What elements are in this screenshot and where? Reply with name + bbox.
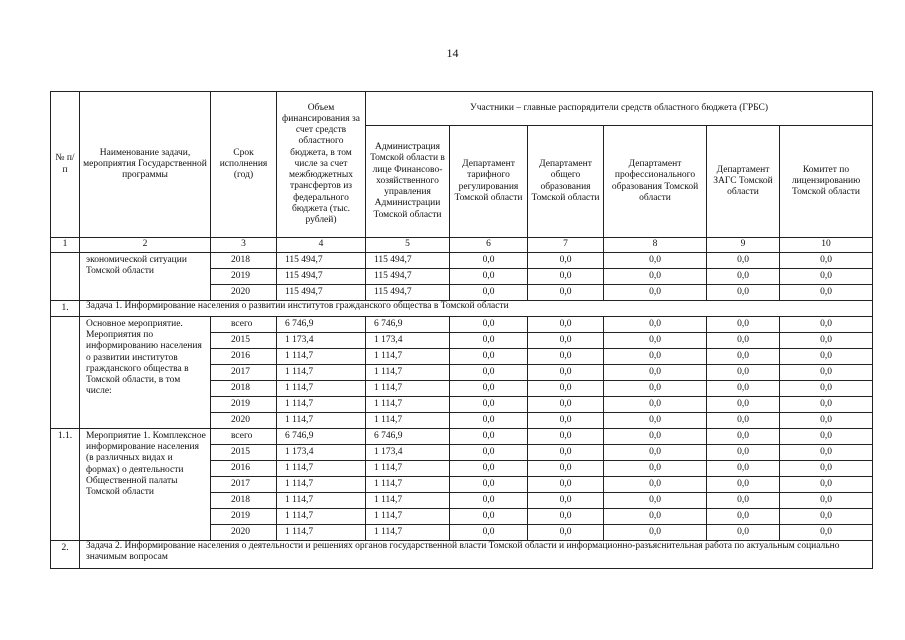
participant-admin-cell: 1 114,7	[366, 397, 450, 413]
participant-admin-cell: 1 114,7	[366, 509, 450, 525]
participant-admin-cell: 1 114,7	[366, 461, 450, 477]
volume-cell: 1 114,7	[277, 493, 366, 509]
participant-cell: 0,0	[707, 429, 780, 445]
participant-cell: 0,0	[780, 365, 873, 381]
participant-admin-cell: 1 114,7	[366, 349, 450, 365]
column-number: 1	[51, 238, 80, 253]
participant-cell: 0,0	[450, 493, 528, 509]
financing-table	[50, 91, 873, 569]
column-number: 4	[277, 238, 366, 253]
participant-cell: 0,0	[604, 413, 707, 429]
participant-cell: 0,0	[707, 349, 780, 365]
participant-cell: 0,0	[604, 493, 707, 509]
term-cell: 2020	[211, 413, 277, 429]
term-cell: 2017	[211, 365, 277, 381]
participant-admin-cell: 6 746,9	[366, 429, 450, 445]
participant-admin-cell: 1 114,7	[366, 381, 450, 397]
participant-cell: 0,0	[707, 333, 780, 349]
participant-cell: 0,0	[707, 381, 780, 397]
term-cell: 2018	[211, 253, 277, 269]
volume-cell: 1 114,7	[277, 349, 366, 365]
volume-cell: 115 494,7	[277, 285, 366, 301]
task-1-row	[51, 301, 873, 317]
participant-cell: 0,0	[780, 477, 873, 493]
participant-cell: 0,0	[528, 365, 604, 381]
table-row	[51, 253, 873, 269]
participant-cell: 0,0	[528, 397, 604, 413]
participant-cell: 0,0	[450, 477, 528, 493]
page-number: 14	[446, 46, 459, 60]
header-volume: Объем финансирования за счет средств областного бюджета, в том числе за счет межбюджетных трансфертов из федерального бюджета (тыс. рублей)	[277, 92, 366, 238]
participant-admin-cell: 1 173,4	[366, 333, 450, 349]
participant-cell: 0,0	[707, 525, 780, 541]
participant-admin-cell: 1 114,7	[366, 493, 450, 509]
main-event-description: Основное мероприятие. Мероприятия по информированию населения о развитии институтов гражданского общества в Томской области, в том числе:	[80, 317, 211, 429]
participant-admin-cell: 115 494,7	[366, 269, 450, 285]
participant-cell: 0,0	[528, 445, 604, 461]
event-1-1-number: 1.1.	[51, 429, 80, 541]
participant-cell: 0,0	[450, 509, 528, 525]
participant-cell: 0,0	[528, 461, 604, 477]
column-number: 3	[211, 238, 277, 253]
participant-cell: 0,0	[604, 285, 707, 301]
task-2-text: Задача 2. Информирование населения о деятельности и решениях органов государственной власти Томской области и информационно-разъяснительная работа по актуальным социально значимым вопросам	[80, 541, 873, 569]
participant-cell: 0,0	[707, 477, 780, 493]
participant-cell: 0,0	[780, 381, 873, 397]
participant-cell: 0,0	[604, 365, 707, 381]
participant-cell: 0,0	[780, 349, 873, 365]
participant-cell: 0,0	[450, 381, 528, 397]
term-cell: 2019	[211, 397, 277, 413]
participant-cell: 0,0	[604, 445, 707, 461]
participant-cell: 0,0	[780, 429, 873, 445]
task-1-number: 1.	[51, 301, 80, 317]
task-2-row	[51, 541, 873, 569]
continuation-description: экономической ситуации Томской области	[80, 253, 211, 301]
participant-cell: 0,0	[707, 493, 780, 509]
volume-cell: 1 114,7	[277, 461, 366, 477]
volume-cell: 6 746,9	[277, 317, 366, 333]
participant-cell: 0,0	[528, 429, 604, 445]
term-cell: всего	[211, 429, 277, 445]
participant-cell: 0,0	[780, 445, 873, 461]
header-participant-tariff: Департамент тарифного регулирования Томской области	[450, 126, 528, 238]
participant-cell: 0,0	[450, 365, 528, 381]
continuation-number	[51, 253, 80, 301]
participant-cell: 0,0	[780, 333, 873, 349]
term-cell: 2019	[211, 509, 277, 525]
term-cell: всего	[211, 317, 277, 333]
participant-cell: 0,0	[707, 365, 780, 381]
column-number: 9	[707, 238, 780, 253]
participant-cell: 0,0	[780, 525, 873, 541]
term-cell: 2020	[211, 285, 277, 301]
participant-cell: 0,0	[450, 397, 528, 413]
header-participant-zags: Департамент ЗАГС Томской области	[707, 126, 780, 238]
participant-cell: 0,0	[450, 285, 528, 301]
volume-cell: 6 746,9	[277, 429, 366, 445]
column-number: 10	[780, 238, 873, 253]
participant-admin-cell: 1 114,7	[366, 365, 450, 381]
term-cell: 2016	[211, 461, 277, 477]
column-number: 8	[604, 238, 707, 253]
participant-cell: 0,0	[604, 253, 707, 269]
term-cell: 2019	[211, 269, 277, 285]
participant-cell: 0,0	[528, 333, 604, 349]
participant-cell: 0,0	[707, 461, 780, 477]
participant-cell: 0,0	[604, 349, 707, 365]
header-participant-general-edu: Департамент общего образования Томской области	[528, 126, 604, 238]
volume-cell: 115 494,7	[277, 269, 366, 285]
task-2-number: 2.	[51, 541, 80, 569]
participant-cell: 0,0	[604, 381, 707, 397]
participant-cell: 0,0	[450, 525, 528, 541]
task-1-text: Задача 1. Информирование населения о развитии институтов гражданского общества в Томской области	[80, 301, 873, 317]
participant-cell: 0,0	[707, 413, 780, 429]
header-num: № п/п	[51, 92, 80, 238]
participant-cell: 0,0	[604, 333, 707, 349]
participant-cell: 0,0	[528, 525, 604, 541]
volume-cell: 115 494,7	[277, 253, 366, 269]
participant-cell: 0,0	[450, 445, 528, 461]
participant-cell: 0,0	[604, 269, 707, 285]
participant-cell: 0,0	[450, 317, 528, 333]
term-cell: 2018	[211, 493, 277, 509]
participant-cell: 0,0	[707, 397, 780, 413]
term-cell: 2016	[211, 349, 277, 365]
participant-cell: 0,0	[528, 253, 604, 269]
participant-cell: 0,0	[780, 317, 873, 333]
participant-admin-cell: 1 114,7	[366, 525, 450, 541]
header-participant-admin: Администрация Томской области в лице Финансово-хозяйственного управления Администрации Томской области	[366, 126, 450, 238]
term-cell: 2017	[211, 477, 277, 493]
header-participants: Участники – главные распорядители средств областного бюджета (ГРБС)	[366, 92, 873, 126]
term-cell: 2018	[211, 381, 277, 397]
participant-cell: 0,0	[707, 317, 780, 333]
participant-cell: 0,0	[450, 413, 528, 429]
participant-cell: 0,0	[528, 317, 604, 333]
participant-cell: 0,0	[780, 269, 873, 285]
participant-cell: 0,0	[707, 445, 780, 461]
table-row	[51, 429, 873, 445]
volume-cell: 1 114,7	[277, 525, 366, 541]
participant-cell: 0,0	[604, 509, 707, 525]
participant-admin-cell: 1 173,4	[366, 445, 450, 461]
participant-cell: 0,0	[707, 253, 780, 269]
participant-cell: 0,0	[604, 477, 707, 493]
participant-cell: 0,0	[604, 525, 707, 541]
participant-admin-cell: 1 114,7	[366, 477, 450, 493]
header-participant-licensing: Комитет по лицензированию Томской области	[780, 126, 873, 238]
column-number: 6	[450, 238, 528, 253]
participant-cell: 0,0	[450, 429, 528, 445]
participant-admin-cell: 115 494,7	[366, 285, 450, 301]
participant-cell: 0,0	[780, 413, 873, 429]
participant-cell: 0,0	[780, 509, 873, 525]
participant-cell: 0,0	[528, 269, 604, 285]
participant-cell: 0,0	[450, 253, 528, 269]
participant-cell: 0,0	[528, 349, 604, 365]
volume-cell: 1 114,7	[277, 381, 366, 397]
volume-cell: 1 114,7	[277, 413, 366, 429]
participant-cell: 0,0	[604, 317, 707, 333]
header-name: Наименование задачи, мероприятия Государственной программы	[80, 92, 211, 238]
column-number: 7	[528, 238, 604, 253]
header-participant-prof-edu: Департамент профессионального образования Томской области	[604, 126, 707, 238]
participant-admin-cell: 115 494,7	[366, 253, 450, 269]
volume-cell: 1 173,4	[277, 333, 366, 349]
participant-cell: 0,0	[528, 477, 604, 493]
participant-cell: 0,0	[528, 413, 604, 429]
participant-cell: 0,0	[604, 461, 707, 477]
participant-cell: 0,0	[450, 269, 528, 285]
volume-cell: 1 114,7	[277, 397, 366, 413]
term-cell: 2020	[211, 525, 277, 541]
participant-cell: 0,0	[528, 381, 604, 397]
participant-cell: 0,0	[450, 333, 528, 349]
volume-cell: 1 114,7	[277, 477, 366, 493]
participant-cell: 0,0	[707, 285, 780, 301]
participant-cell: 0,0	[528, 493, 604, 509]
participant-cell: 0,0	[780, 461, 873, 477]
participant-cell: 0,0	[450, 349, 528, 365]
participant-cell: 0,0	[604, 429, 707, 445]
header-term: Срок исполнения (год)	[211, 92, 277, 238]
participant-cell: 0,0	[528, 285, 604, 301]
volume-cell: 1 114,7	[277, 509, 366, 525]
participant-cell: 0,0	[780, 397, 873, 413]
table-row	[51, 317, 873, 333]
participant-admin-cell: 6 746,9	[366, 317, 450, 333]
volume-cell: 1 173,4	[277, 445, 366, 461]
column-number: 5	[366, 238, 450, 253]
volume-cell: 1 114,7	[277, 365, 366, 381]
participant-cell: 0,0	[780, 493, 873, 509]
term-cell: 2015	[211, 445, 277, 461]
term-cell: 2015	[211, 333, 277, 349]
column-number: 2	[80, 238, 211, 253]
participant-cell: 0,0	[780, 253, 873, 269]
participant-cell: 0,0	[707, 509, 780, 525]
participant-cell: 0,0	[528, 509, 604, 525]
main-event-number	[51, 317, 80, 429]
participant-cell: 0,0	[707, 269, 780, 285]
participant-cell: 0,0	[450, 461, 528, 477]
participant-cell: 0,0	[604, 397, 707, 413]
event-1-1-description: Мероприятие 1. Комплексное информирование населения (в различных видах и формах) о деятельности Общественной палаты Томской области	[80, 429, 211, 541]
participant-admin-cell: 1 114,7	[366, 413, 450, 429]
participant-cell: 0,0	[780, 285, 873, 301]
